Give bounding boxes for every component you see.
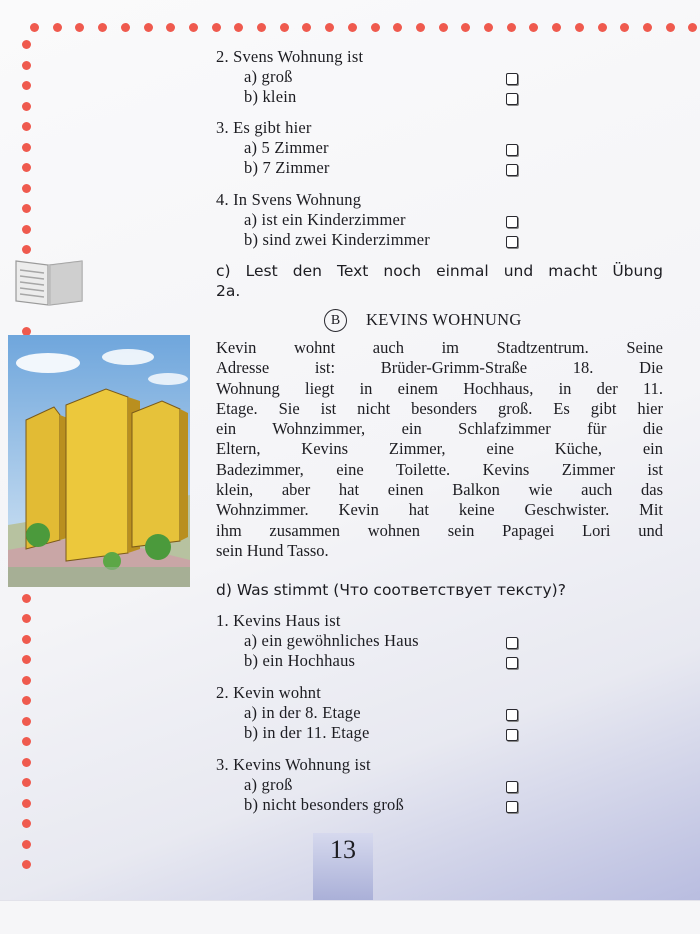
border-dot: [212, 23, 221, 32]
option-text: ein Hochhaus: [262, 651, 356, 670]
question-number: 4.: [216, 190, 229, 209]
section-letter: B: [330, 313, 341, 328]
border-dot: [22, 614, 31, 623]
border-dot: [688, 23, 697, 32]
question-text: Svens Wohnung ist: [233, 47, 364, 66]
border-dot: [22, 737, 31, 746]
section-letter-badge: [324, 309, 347, 332]
text-line: Wohnzimmer. Kevin hat keine Geschwister. Mit: [216, 500, 663, 520]
question-3: [216, 190, 361, 210]
border-dot: [280, 23, 289, 32]
question-text: Kevins Haus ist: [233, 611, 341, 630]
text-line: Adresse ist: Brüder-Grimm-Straße 18. Die: [216, 358, 663, 378]
border-dot: [302, 23, 311, 32]
page-number-tab: [313, 833, 373, 900]
border-dot: [507, 23, 516, 32]
option-text: nicht besonders groß: [262, 795, 404, 814]
option-label: a): [244, 775, 258, 794]
answer-checkbox[interactable]: [506, 73, 518, 85]
border-dot: [53, 23, 62, 32]
border-dot: [575, 23, 584, 32]
option-text: 7 Zimmer: [262, 158, 330, 177]
option-text: groß: [261, 67, 293, 86]
option-label: b): [244, 795, 259, 814]
section-title: KEVINS WOHNUNG: [366, 310, 522, 329]
answer-option: [244, 67, 293, 87]
text-line: Eltern, Kevins Zimmer, eine Küche, ein: [216, 439, 663, 459]
border-dot: [98, 23, 107, 32]
border-dot: [22, 225, 31, 234]
answer-option: [244, 795, 404, 815]
question-text: In Svens Wohnung: [233, 190, 362, 209]
border-dot: [189, 23, 198, 32]
answer-option: [244, 230, 430, 250]
border-dot: [234, 23, 243, 32]
question-2: [216, 683, 321, 703]
border-dot: [22, 758, 31, 767]
border-dot: [461, 23, 470, 32]
task-d: d) Was stimmt (Что соответствует тексту)?: [216, 581, 566, 599]
option-label: b): [244, 723, 259, 742]
question-2: [216, 118, 312, 138]
border-dot: [166, 23, 175, 32]
border-dot: [121, 23, 130, 32]
option-label: a): [244, 631, 258, 650]
answer-option: [244, 631, 419, 651]
border-dot: [22, 799, 31, 808]
answer-checkbox[interactable]: [506, 93, 518, 105]
text-line: ihm zusammen wohnen sein Papagei Lori und: [216, 520, 663, 540]
high-rise-building-illustration: [8, 335, 190, 587]
text-line: sein Hund Tasso.: [216, 540, 329, 560]
question-number: 2.: [216, 683, 229, 702]
answer-checkbox[interactable]: [506, 781, 518, 793]
text-line: Badezimmer, eine Toilette. Kevins Zimmer ist: [216, 459, 663, 479]
answer-option: [244, 651, 355, 671]
border-dot: [144, 23, 153, 32]
border-dot: [22, 61, 31, 70]
question-number: 3.: [216, 755, 229, 774]
question-text: Es gibt hier: [233, 118, 312, 137]
option-label: b): [244, 158, 259, 177]
border-dot: [484, 23, 493, 32]
question-number: 2.: [216, 47, 229, 66]
answer-checkbox[interactable]: [506, 144, 518, 156]
border-dot: [529, 23, 538, 32]
border-dot: [325, 23, 334, 32]
open-book-icon: [12, 255, 86, 309]
answer-option: [244, 87, 296, 107]
border-dot: [22, 594, 31, 603]
question-text: Kevin wohnt: [233, 683, 322, 702]
answer-option: [244, 138, 329, 158]
border-dot: [416, 23, 425, 32]
border-dot: [22, 102, 31, 111]
border-dot: [257, 23, 266, 32]
border-dot: [371, 23, 380, 32]
option-label: b): [244, 651, 259, 670]
text-line: Wohnung liegt in einem Hochhaus, in der 11.: [216, 378, 663, 398]
border-dot: [22, 184, 31, 193]
border-dot: [348, 23, 357, 32]
answer-checkbox[interactable]: [506, 657, 518, 669]
page-number: 13: [330, 835, 356, 864]
border-dot: [22, 860, 31, 869]
border-dot: [22, 635, 31, 644]
answer-checkbox[interactable]: [506, 164, 518, 176]
option-label: a): [244, 703, 258, 722]
border-dot: [22, 717, 31, 726]
border-dot: [598, 23, 607, 32]
option-text: in der 11. Etage: [262, 723, 370, 742]
answer-option: [244, 158, 330, 178]
question-1: [216, 47, 363, 67]
answer-option: [244, 723, 370, 743]
border-dot: [75, 23, 84, 32]
answer-option: [244, 703, 361, 723]
border-dot: [22, 122, 31, 131]
border-dot: [22, 163, 31, 172]
border-dot: [22, 840, 31, 849]
option-text: 5 Zimmer: [261, 138, 329, 157]
text-line: Etage. Sie ist nicht besonders groß. Es gibt hier: [216, 398, 663, 418]
border-dot: [22, 143, 31, 152]
text-line: ein Wohnzimmer, ein Schlafzimmer für die: [216, 419, 663, 439]
answer-option: [244, 210, 406, 230]
task-c-line2: 2a.: [216, 282, 241, 300]
option-text: in der 8. Etage: [261, 703, 361, 722]
border-dot: [22, 40, 31, 49]
border-dot: [22, 696, 31, 705]
option-label: a): [244, 210, 258, 229]
option-text: ein gewöhnliches Haus: [261, 631, 419, 650]
question-text: Kevins Wohnung ist: [233, 755, 371, 774]
option-text: sind zwei Kinderzimmer: [262, 230, 430, 249]
answer-option: [244, 775, 293, 795]
border-dot: [552, 23, 561, 32]
answer-checkbox[interactable]: [506, 709, 518, 721]
answer-checkbox[interactable]: [506, 637, 518, 649]
option-label: b): [244, 230, 259, 249]
option-label: b): [244, 87, 259, 106]
answer-checkbox[interactable]: [506, 216, 518, 228]
question-3: [216, 755, 371, 775]
option-text: groß: [261, 775, 293, 794]
option-label: a): [244, 138, 258, 157]
text-line: klein, aber hat einen Balkon wie auch das: [216, 480, 663, 500]
option-text: klein: [262, 87, 297, 106]
border-dot: [22, 81, 31, 90]
border-dot: [22, 778, 31, 787]
answer-checkbox[interactable]: [506, 801, 518, 813]
page-bottom-edge: [0, 900, 700, 934]
question-number: 3.: [216, 118, 229, 137]
question-number: 1.: [216, 611, 229, 630]
border-dot: [22, 655, 31, 664]
task-c-line1: c) Lest den Text noch einmal und macht Übung: [216, 262, 663, 280]
border-dot: [22, 204, 31, 213]
border-dot: [22, 819, 31, 828]
border-dot: [22, 676, 31, 685]
border-dot: [666, 23, 675, 32]
border-dot: [439, 23, 448, 32]
option-label: a): [244, 67, 258, 86]
answer-checkbox[interactable]: [506, 729, 518, 741]
option-text: ist ein Kinderzimmer: [261, 210, 406, 229]
border-dot: [30, 23, 39, 32]
border-dot: [643, 23, 652, 32]
answer-checkbox[interactable]: [506, 236, 518, 248]
question-1: [216, 611, 341, 631]
reading-text: [216, 338, 663, 561]
border-dot: [22, 245, 31, 254]
text-line: Kevin wohnt auch im Stadtzentrum. Seine: [216, 338, 663, 357]
border-dot: [393, 23, 402, 32]
border-dot: [620, 23, 629, 32]
